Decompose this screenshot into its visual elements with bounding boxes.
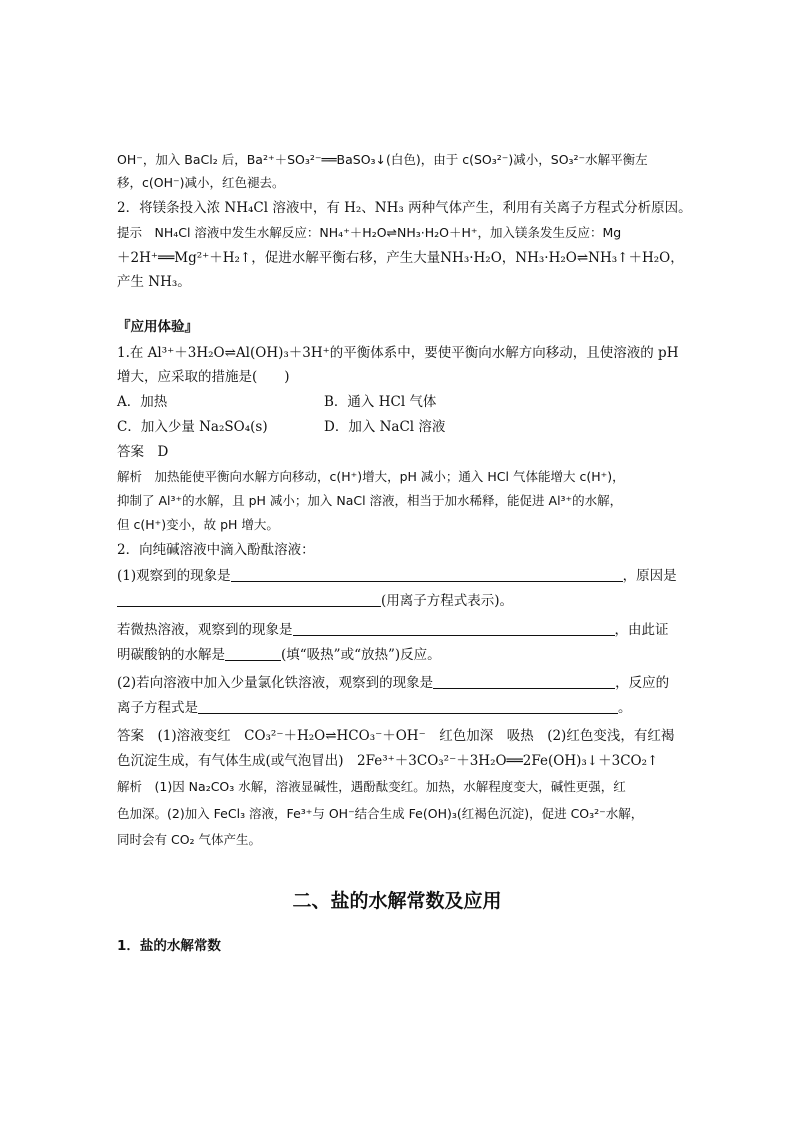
fill-prompt: ，反应的 <box>615 675 670 691</box>
option-b: B．通入 HCl 气体 <box>324 394 437 410</box>
fill-prompt: (填“吸热”或“放热”)反应。 <box>281 647 441 663</box>
analysis-line: 但 c(H⁺)变小，故 pH 增大。 <box>117 517 279 532</box>
question-2: 2．将镁条投入浓 NH₄Cl 溶液中，有 H₂、NH₃ 两种气体产生，利用有关离子方程式分析原因。 <box>117 200 692 216</box>
answer: 答案 (1)溶液变红 CO₃²⁻＋H₂O⇌HCO₃⁻＋OH⁻ 红色加深 吸热 (2)红色变浅，有红褐 <box>117 728 675 744</box>
hint-line: ＋2H⁺══Mg²⁺＋H₂↑，促进水解平衡右移，产生大量NH₃·H₂O，NH₃·H₂O⇌NH₃↑＋H₂O， <box>117 250 684 266</box>
fill-prompt: 若微热溶液，观察到的现象是 <box>117 622 293 638</box>
question-1: 1.在 Al³⁺＋3H₂O⇌Al(OH)₃＋3H⁺的平衡体系中，要使平衡向水解方向移动，且使溶液的 pH <box>117 345 679 361</box>
subsection-title: 1．盐的水解常数 <box>117 938 221 954</box>
section-title: 二、盐的水解常数及应用 <box>292 890 502 912</box>
fill-prompt: (用离子方程式表示)。 <box>381 593 514 609</box>
hint-line: 产生 NH₃。 <box>117 274 191 290</box>
fill-prompt: ，原因是 <box>622 568 677 584</box>
analysis-line: 解析 加热能使平衡向水解方向移动，c(H⁺)增大，pH 减小；通入 HCl 气体能增大 c(H⁺)， <box>117 469 625 484</box>
answer-blank[interactable] <box>231 567 623 582</box>
answer: 答案 D <box>117 444 169 460</box>
answer-blank[interactable] <box>117 592 381 607</box>
option-a: A．加热 <box>117 394 168 410</box>
fill-prompt: 离子方程式是 <box>117 700 198 716</box>
analysis-line: 色加深。(2)加入 FeCl₃ 溶液，Fe³⁺与 OH⁻结合生成 Fe(OH)₃(红褐色沉淀)，促进 CO₃²⁻水解， <box>117 806 644 821</box>
option-c: C．加入少量 Na₂SO₄(s) <box>117 419 268 435</box>
text-line: OH⁻，加入 BaCl₂ 后，Ba²⁺＋SO₃²⁻══BaSO₃↓(白色)，由于 c(SO₃²⁻)减小，SO₃²⁻水解平衡左 <box>117 152 648 167</box>
fill-prompt: 明碳酸钠的水解是 <box>117 647 225 663</box>
fill-prompt: ，由此证 <box>614 622 669 638</box>
analysis-line: 解析 (1)因 Na₂CO₃ 水解，溶液显碱性，遇酚酞变红。加热，水解程度变大，碱性更强，红 <box>117 779 626 794</box>
question-2b: 2．向纯碱溶液中滴入酚酞溶液： <box>117 542 315 558</box>
answer-blank[interactable] <box>198 699 618 714</box>
section-label: 『应用体验』 <box>117 319 198 335</box>
fill-line <box>117 566 677 586</box>
fill-line <box>117 698 632 718</box>
options-row <box>117 417 677 437</box>
answer-blank[interactable] <box>433 674 615 689</box>
fill-line <box>117 620 669 640</box>
answer-blank[interactable] <box>293 621 615 636</box>
fill-line <box>117 645 441 665</box>
question-1: 增大，应采取的措施是( ) <box>117 369 290 385</box>
fill-prompt: (2)若向溶液中加入少量氯化铁溶液，观察到的现象是 <box>117 675 434 691</box>
fill-line <box>117 591 513 611</box>
options-row <box>117 392 677 412</box>
text-line: 移，c(OH⁻)减小，红色褪去。 <box>117 175 285 190</box>
fill-prompt: 。 <box>618 700 632 716</box>
analysis-line: 同时会有 CO₂ 气体产生。 <box>117 832 262 847</box>
fill-prompt: (1)观察到的现象是 <box>117 568 231 584</box>
hint-line: 提示 NH₄Cl 溶液中发生水解反应：NH₄⁺＋H₂O⇌NH₃·H₂O＋H⁺，加入镁条发生反应：Mg <box>117 225 622 240</box>
answer: 色沉淀生成，有气体生成(或气泡冒出) 2Fe³⁺＋3CO₃²⁻＋3H₂O══2Fe(OH)₃↓＋3CO₂↑ <box>117 753 659 769</box>
fill-line <box>117 673 669 693</box>
option-d: D．加入 NaCl 溶液 <box>324 419 446 435</box>
answer-blank[interactable] <box>225 646 281 661</box>
analysis-line: 抑制了 Al³⁺的水解，且 pH 减小；加入 NaCl 溶液，相当于加水稀释，能促进 Al³⁺的水解， <box>117 493 623 508</box>
